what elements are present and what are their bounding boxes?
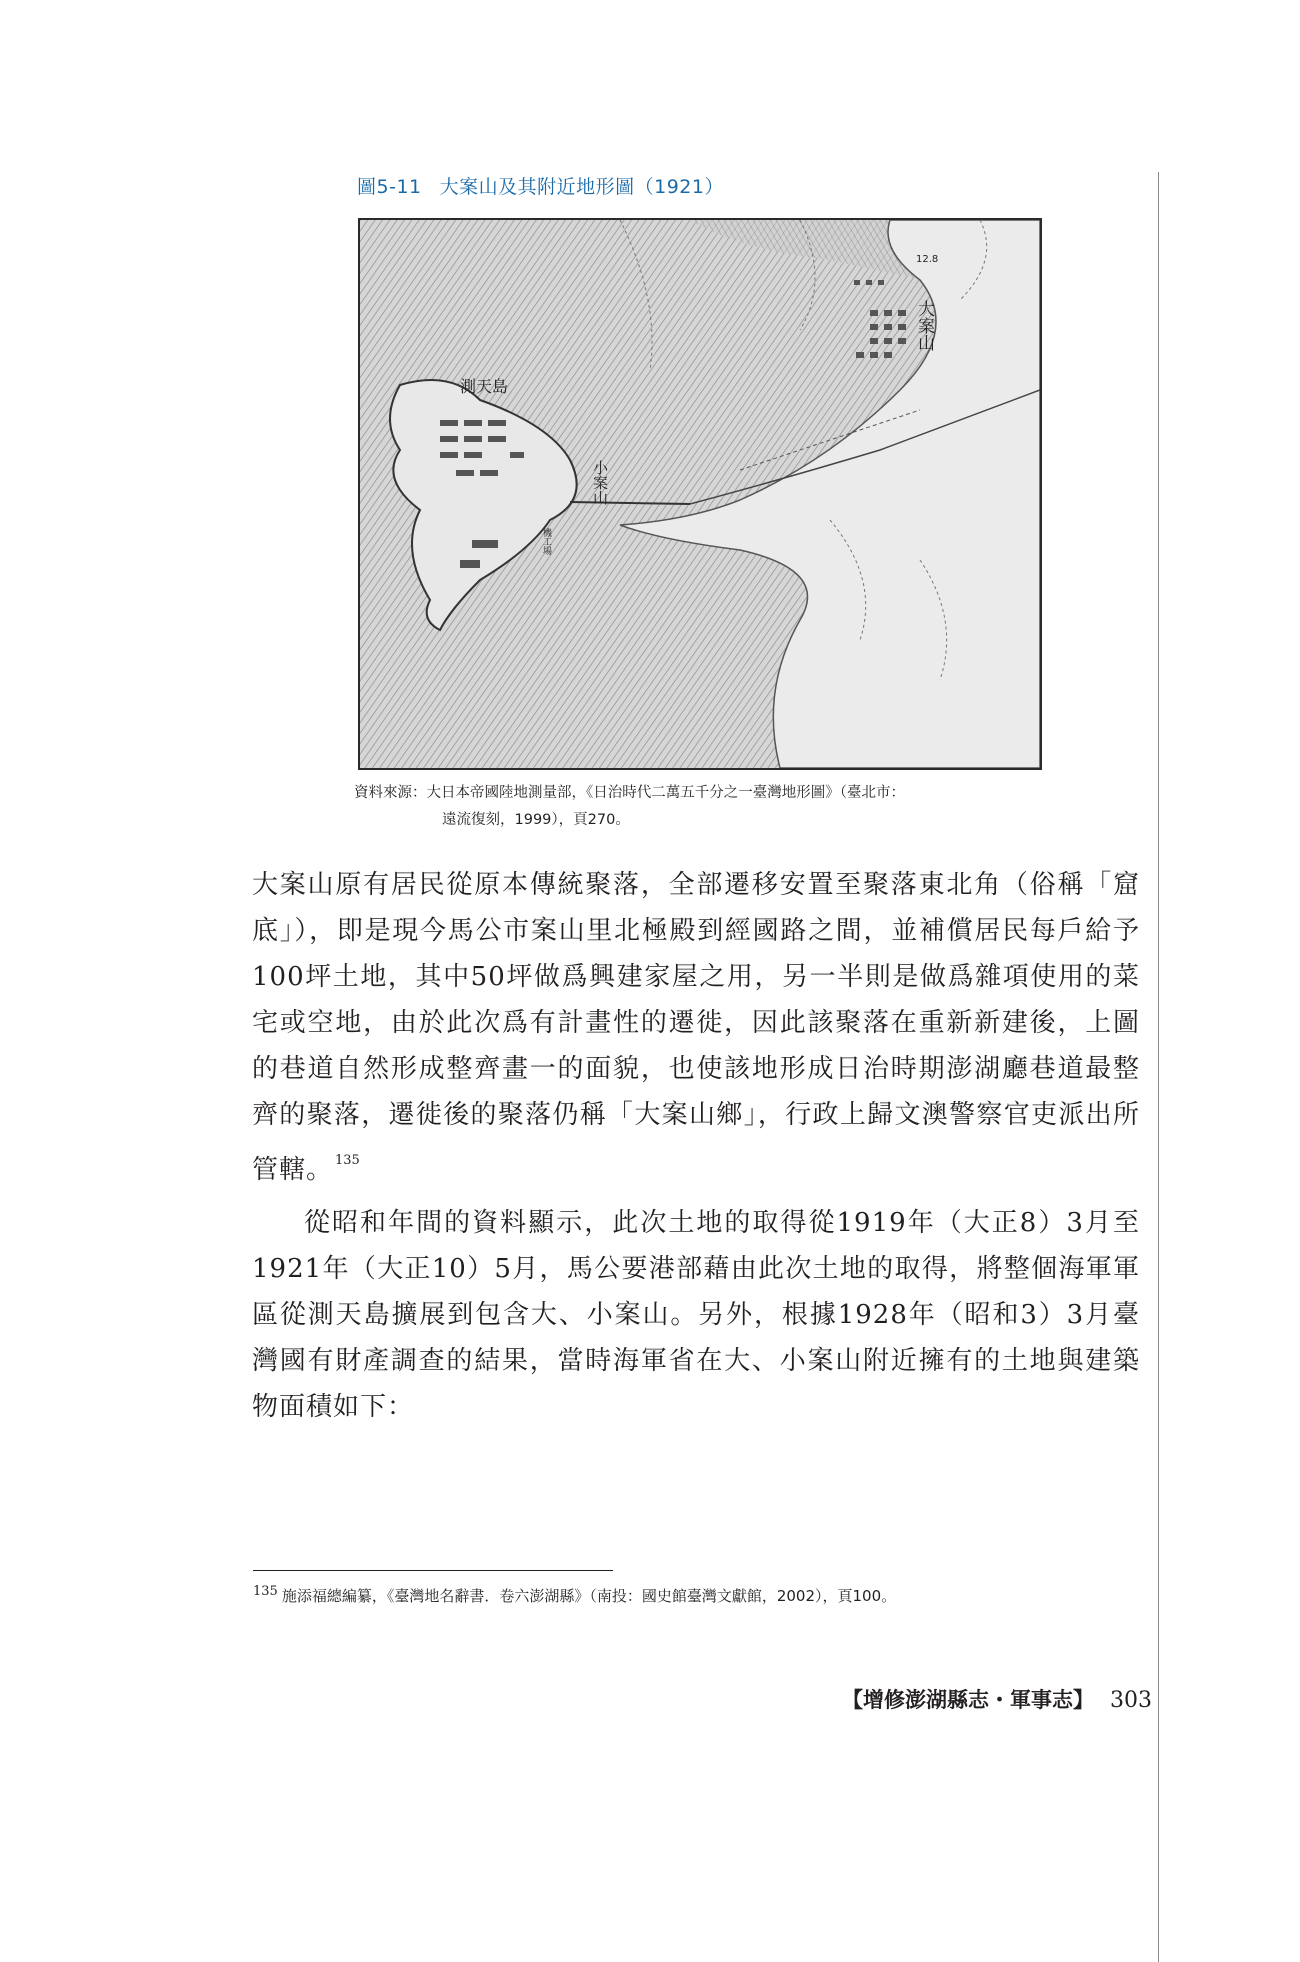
figure-number: 圖5-11 — [357, 176, 422, 198]
footnote-ref: 135 — [335, 1153, 360, 1168]
footnote — [253, 1584, 896, 1606]
map-drawing — [360, 220, 1040, 768]
label-small-hill: 小案山 — [591, 460, 609, 505]
book-title: 【增修澎湖縣志・軍事志】 — [842, 1687, 1094, 1712]
label-big-hill: 大案山 — [914, 300, 934, 351]
figure-title: 大案山及其附近地形圖（1921） — [439, 176, 724, 198]
paragraph-2: 從昭和年間的資料顯示，此次土地的取得從1919年（大正8）3月至1921年（大正10）5月，馬公要港部藉由此次土地的取得，將整個海軍軍區從測天島擴展到包含大、小案山。另外，根據1928年（昭和3）3月臺灣國有財產調查的結果，當時海軍省在大、小案山附近擁有的土地與建築物面積如下： — [252, 1208, 1140, 1422]
label-factory: 機工場 — [541, 528, 551, 555]
figure-source — [354, 780, 1074, 834]
paragraph-1 — [252, 862, 1140, 1193]
source-line-1: 資料來源：大日本帝國陸地測量部，《日治時代二萬五千分之一臺灣地形圖》（臺北市： — [354, 785, 905, 801]
source-line-2: 遠流復刻，1999），頁270。 — [442, 812, 630, 828]
label-cetian-island: 測天島 — [460, 377, 509, 396]
page-number: 303 — [1110, 1688, 1152, 1713]
topographic-map — [358, 218, 1042, 770]
figure-caption — [357, 172, 724, 199]
paragraph-1-text: 大案山原有居民從原本傳統聚落，全部遷移安置至聚落東北角（俗稱「窟底」），即是現今馬公市案山里北極殿到經國路之間，並補償居民每戶給予100坪土地，其中50坪做爲興建家屋之用，另一半則是做爲雜項使用的菜宅或空地，由於此次爲有計畫性的遷徙，因此該聚落在重新新建後，上圖的巷道自然形成整齊畫一的面貌，也使該地形成日治時期澎湖廳巷道最整齊的聚落，遷徙後的聚落仍稱「大案山鄉」，行政上歸文澳警察官吏派出所管轄。 — [252, 870, 1140, 1185]
body-text — [252, 862, 1140, 1437]
running-head — [842, 1684, 1152, 1714]
label-elevation: 12.8 — [916, 254, 939, 265]
margin-rule — [1158, 172, 1159, 1962]
footnote-rule — [253, 1570, 613, 1571]
footnote-text: 施添福總編纂，《臺灣地名辭書．卷六澎湖縣》（南投：國史館臺灣文獻館，2002），頁100。 — [281, 1587, 897, 1605]
footnote-number: 135 — [253, 1584, 278, 1599]
